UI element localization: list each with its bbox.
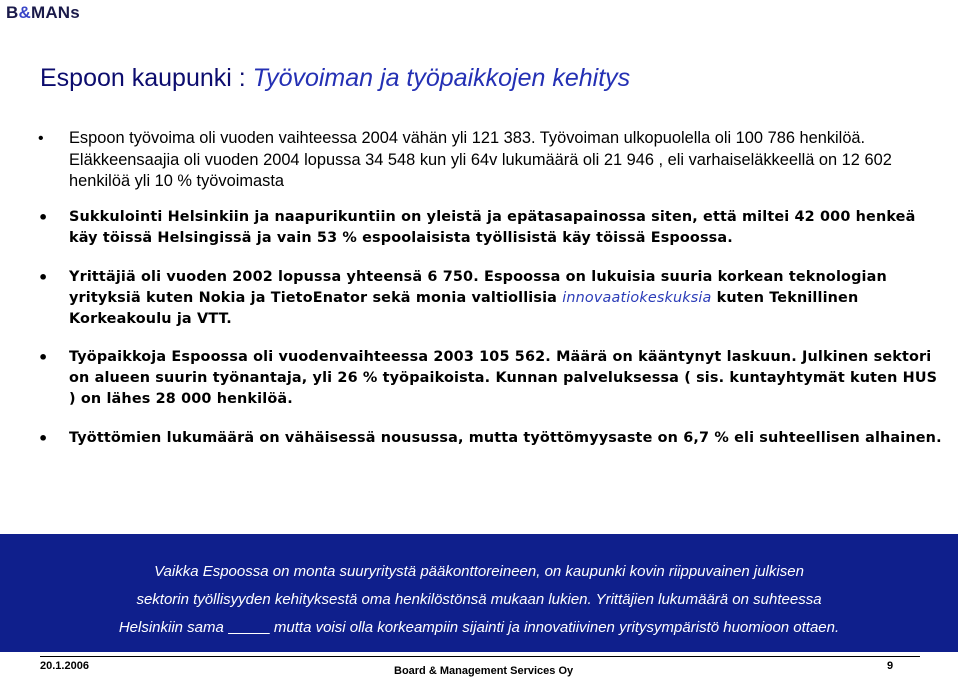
company-logo — [6, 3, 80, 23]
bullet-list — [38, 128, 943, 463]
banner-line-3-start: Helsinkiin sama — [118, 619, 229, 636]
page-number: 9 — [887, 660, 894, 672]
logo-suffix: MANs — [30, 3, 80, 22]
footer-divider — [40, 656, 920, 657]
banner-line-2: sektorin työllisyyden kehityksestä oma henkilöstönsä mukaan lukien. Yrittäjien lukumäärä on suhteessa — [136, 591, 822, 608]
banner-line-1: Vaikka Espoossa on monta suuryritystä pääkonttoreineen, on kaupunki kovin riippuvainen julkisen — [154, 563, 804, 580]
banner-line-3-end: mutta voisi olla korkeampiin sijainti ja innovatiivinen yritysympäristö huomioon ottaen. — [269, 619, 840, 636]
page-title — [40, 64, 630, 93]
banner-line-3 — [0, 614, 958, 642]
title-subtitle: Työvoiman ja työpaikkojen kehitys — [252, 64, 631, 92]
entrepreneurs-text-end: kuten Teknillinen Korkeakoulu ja VTT. — [69, 289, 859, 327]
logo-ampersand: & — [18, 3, 31, 22]
bullet-workforce: • Espoon työvoima oli vuoden vaihteessa 2004 vähän yli 121 383. Työvoiman ulkopuolella oli 100 786 henkilöä. Eläkkeensaajia oli vuoden 2004 lopussa 34 548 kun yli 64v lukumäärä oli 21 946 , eli varhaiseläkkeellä on 12 602 henkilöä yli 10 % työvoimasta — [38, 128, 943, 193]
bullet-commuting: • Sukkulointi Helsinkiin ja naapurikuntiin on yleistä ja epätasapainossa siten, että miltei 42 000 henkeä käy töissä Helsingissä ja vain 53 % espoolaisista työllisistä käy töissä Espoossa. — [38, 207, 943, 249]
bullet-entrepreneurs — [38, 267, 943, 330]
entrepreneurs-text: Yrittäjiä oli vuoden 2002 lopussa yhteensä 6 750. Espoossa on lukuisia suuria korkean teknologian yrityksiä kuten Nokia ja TietoEnator sekä monia valtiollisia — [69, 268, 887, 306]
logo-prefix: B — [6, 3, 19, 22]
title-main: Espoon kaupunki : — [40, 64, 253, 92]
bullet-jobs: • Työpaikkoja Espoossa oli vuodenvaihteessa 2003 105 562. Määrä on kääntynyt laskuun. Julkinen sektori on alueen suurin työnantaja, yli 26 % työpaikoista. Kunnan palveluksessa ( sis. kuntayhtymät kuten HUS ) on lähes 28 000 henkilöä. — [38, 347, 943, 410]
summary-banner — [0, 534, 958, 652]
footer-company: Board & Management Services Oy — [394, 665, 574, 677]
innovation-centres-link[interactable]: innovaatiokeskuksia — [562, 289, 712, 306]
banner-dash — [228, 619, 270, 636]
footer-date: 20.1.2006 — [40, 660, 89, 672]
bullet-unemployment: • Työttömien lukumäärä on vähäisessä nousussa, mutta työttömyysaste on 6,7 % eli suhteellisen alhainen. — [38, 428, 943, 449]
